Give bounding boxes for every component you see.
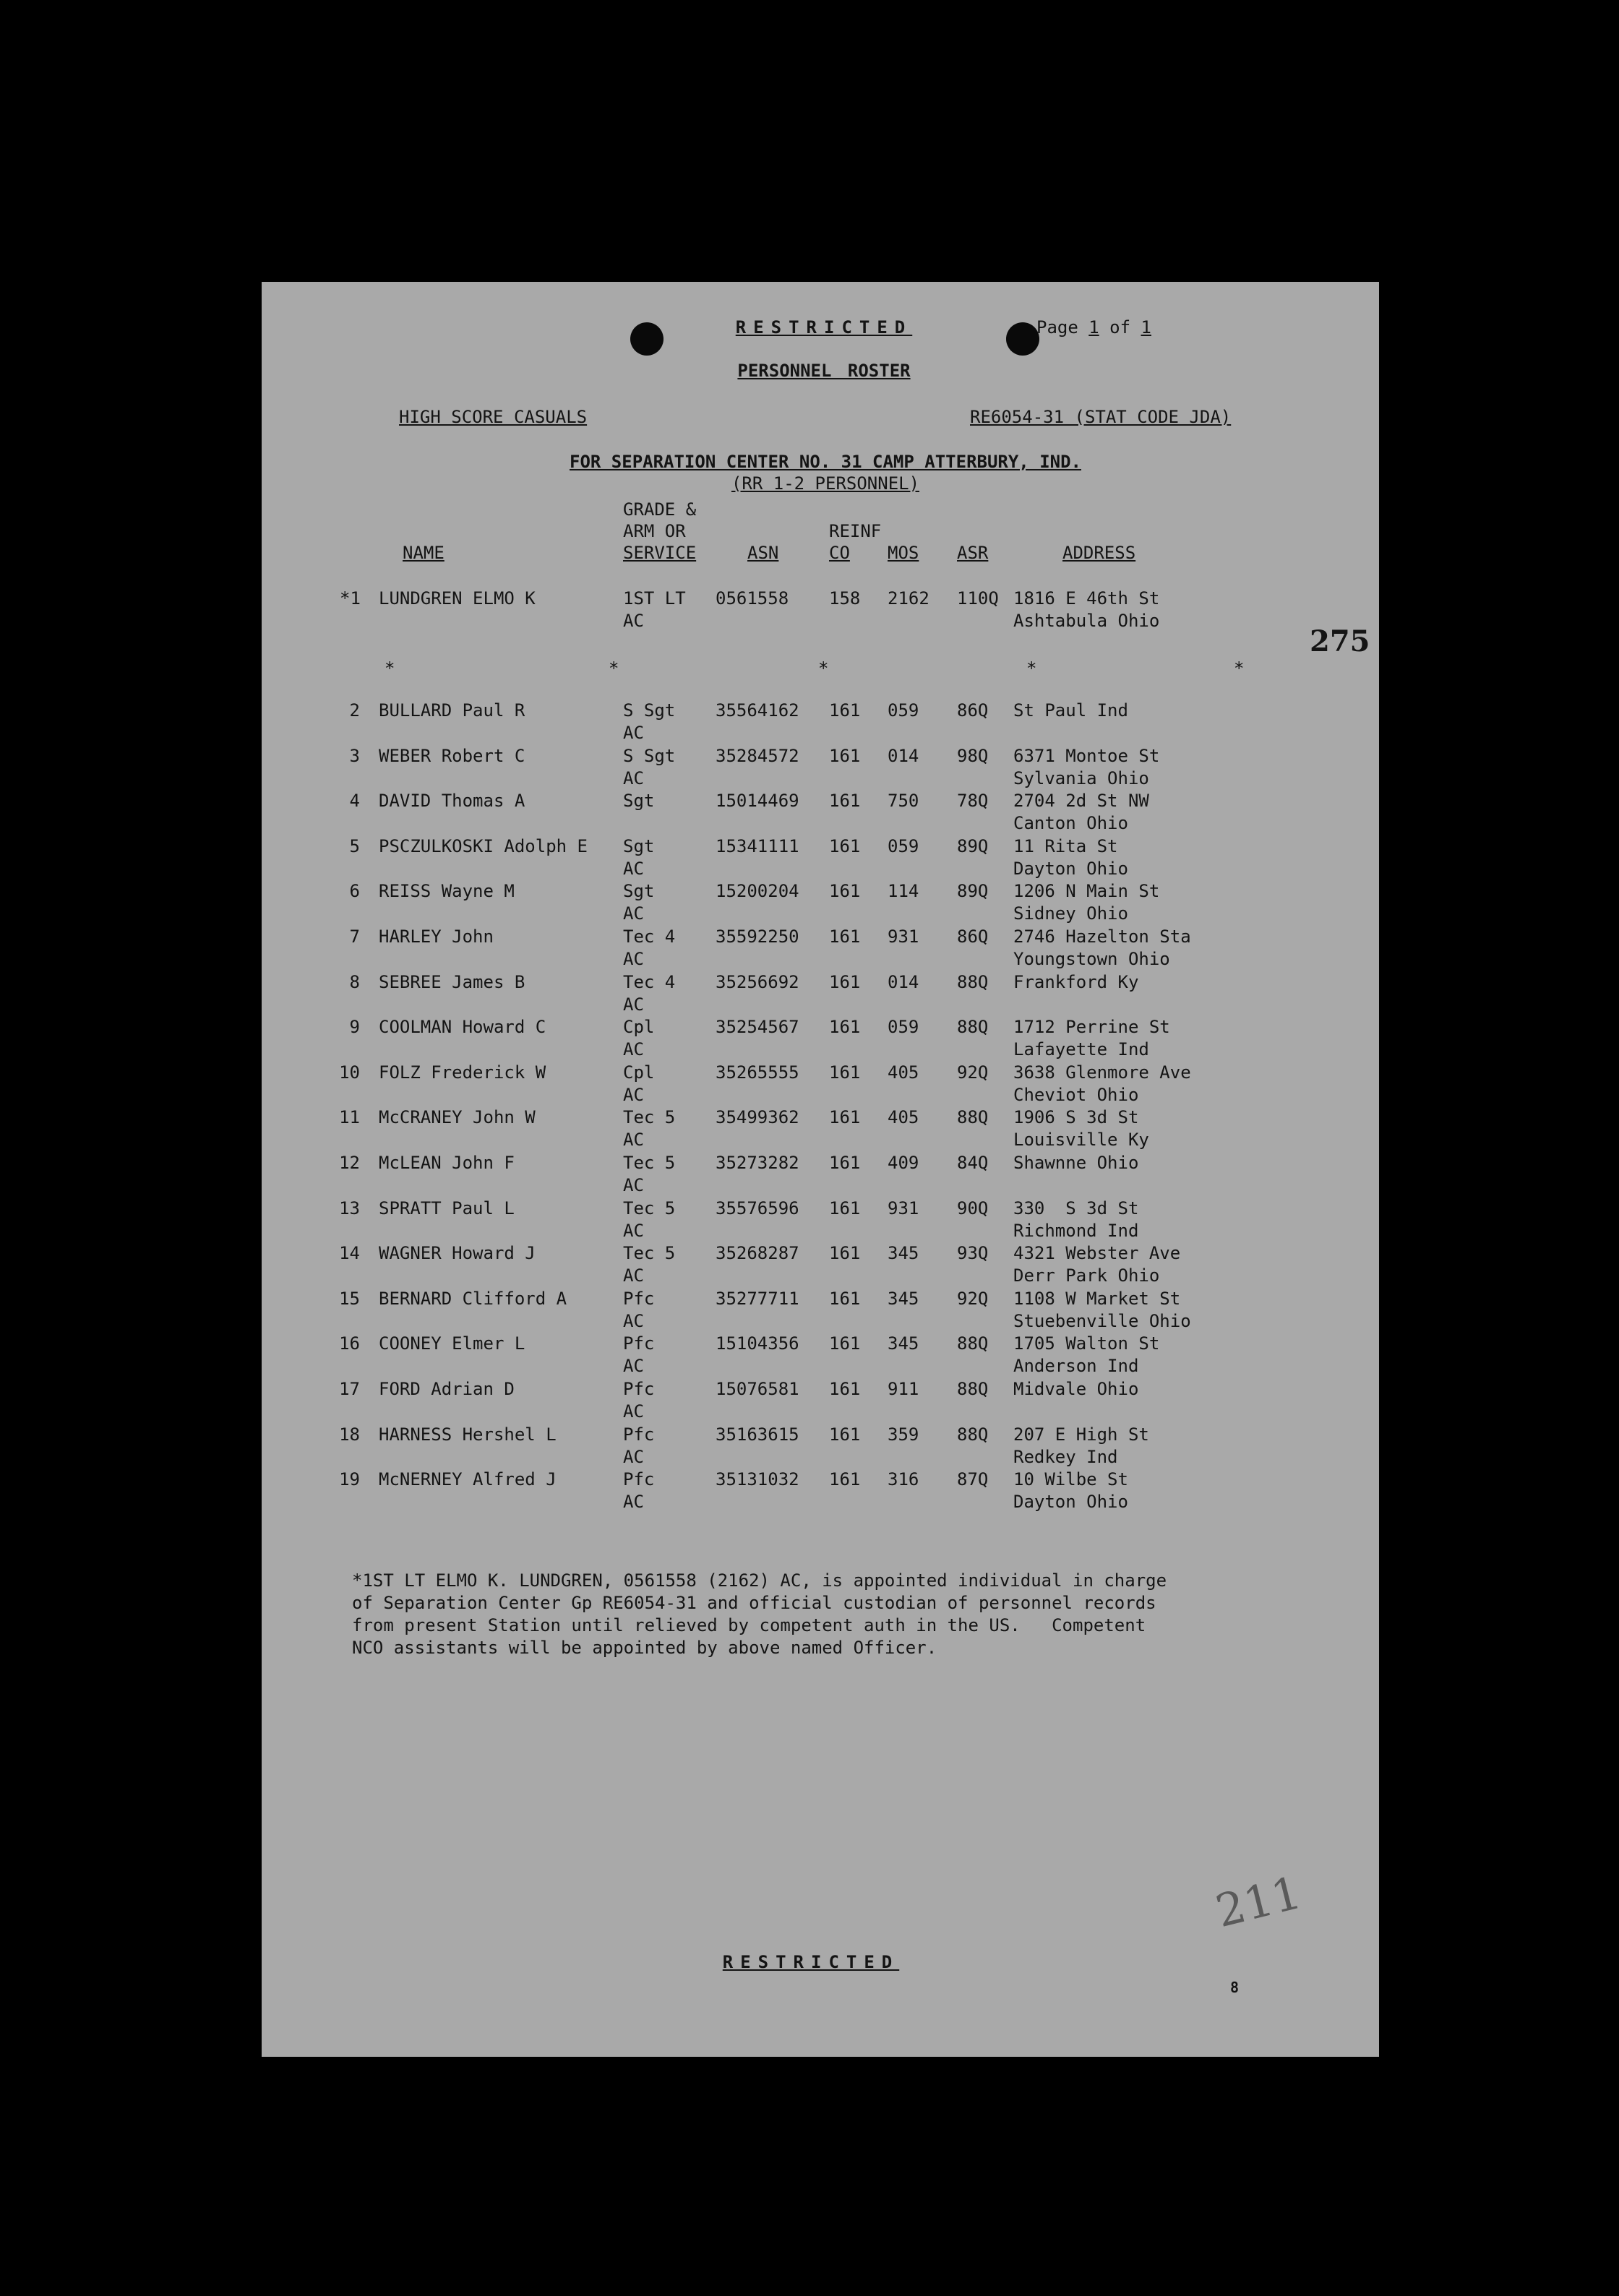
row-mos: 014 [888,745,919,766]
row-name: PSCZULKOSKI Adolph E [379,835,588,856]
row-number: 18 [339,1424,360,1445]
row-service: AC [623,903,644,924]
roster-row [262,1016,1379,1061]
row-service: AC [623,768,644,788]
row-service: AC [623,1175,644,1195]
row-address-line1: Shawnne Ohio [1013,1153,1139,1173]
group-name: HIGH SCORE CASUALS [399,407,588,427]
row-address-line1: 6371 Montoe St [1013,745,1160,766]
row-address-line1: 3638 Glenmore Ave [1013,1062,1191,1083]
row-service: AC [623,1401,644,1422]
row-grade: Pfc [623,1469,655,1490]
row-asr: 88Q [957,1107,989,1128]
row-asn: 35499362 [716,1107,799,1128]
row-service: AC [623,1084,644,1105]
row-co: 161 [829,1379,861,1399]
row-address-line1: 1108 W Market St [1013,1288,1181,1309]
row-mos: 750 [888,791,919,812]
row-name: BERNARD Clifford A [379,1288,567,1309]
row-asn: 35277711 [716,1288,799,1309]
row-address-line2: Lafayette Ind [1013,1039,1149,1060]
row-address-line1: 10 Wilbe St [1013,1469,1128,1490]
roster-row [262,1469,1379,1513]
separator-star: * [818,658,829,679]
row-asr: 92Q [957,1062,989,1083]
row-grade: Tec 5 [623,1243,676,1264]
row-co: 161 [829,1198,861,1218]
of-label: of [1109,317,1131,337]
roster-row [262,1378,1379,1423]
row-name: WEBER Robert C [379,745,525,766]
footnote-line-3: from present Station until relieved by competent auth in the US. Competent [352,1615,1146,1635]
separator-star: * [609,658,619,679]
row-co: 161 [829,700,861,721]
roster-row [262,835,1379,880]
row-asn: 35284572 [716,745,799,766]
row-asr: 88Q [957,1017,989,1038]
row-number: 3 [349,745,360,766]
roster-row [262,1198,1379,1242]
row-grade: Sgt [623,835,655,856]
row-address-line2: Dayton Ohio [1013,858,1128,879]
row-mos: 931 [888,1198,919,1218]
row-address-line1: 1206 N Main St [1013,881,1160,902]
row-mos: 405 [888,1107,919,1128]
roster-page [262,282,1379,2057]
row-address-line2: Cheviot Ohio [1013,1084,1139,1105]
row-address-line1: 2746 Hazelton Sta [1013,926,1191,947]
row-name: McNERNEY Alfred J [379,1469,557,1490]
row-asn: 35265555 [716,1062,799,1083]
row-number: 19 [339,1469,360,1490]
row-name: DAVID Thomas A [379,791,525,812]
restricted-footer: RESTRICTED [722,1952,900,1972]
row-mos: 345 [888,1243,919,1264]
row-address-line2: Stuebenville Ohio [1013,1310,1191,1331]
roster-row [262,1062,1379,1106]
row-mos: 345 [888,1333,919,1354]
page-number: 1 [1088,317,1099,337]
row-asn: 15014469 [716,791,799,812]
margin-number: 275 [1310,624,1370,658]
row-address-line1: 1816 E 46th St [1013,588,1160,609]
row-address-line1: St Paul Ind [1013,700,1128,721]
row-number: 4 [349,791,360,812]
row-number: 5 [349,835,360,856]
col-address: ADDRESS [1062,543,1136,563]
row-asn: 35254567 [716,1017,799,1038]
row-name: BULLARD Paul R [379,700,525,721]
row-asn: 15104356 [716,1333,799,1354]
row-co: 161 [829,1062,861,1083]
col-co: CO [829,543,850,563]
row-asn: 15200204 [716,881,799,902]
col-name: NAME [403,543,445,563]
row-number: 11 [339,1107,360,1128]
col-asn: ASN [747,543,779,563]
row-service: AC [623,949,644,969]
row-service: AC [623,1039,644,1060]
row-address-line1: 1906 S 3d St [1013,1107,1139,1128]
row-number: 7 [349,926,360,947]
row-address-line2: Sidney Ohio [1013,903,1128,924]
row-name: FOLZ Frederick W [379,1062,546,1083]
row-co: 161 [829,881,861,902]
row-address-line2: Canton Ohio [1013,813,1128,834]
roster-row [262,880,1379,925]
row-grade: Pfc [623,1424,655,1445]
row-co: 161 [829,835,861,856]
row-co: 161 [829,1153,861,1173]
row-grade: Tec 4 [623,926,676,947]
punch-hole-left [630,322,664,356]
row-asn: 35268287 [716,1243,799,1264]
roster-row [262,1424,1379,1469]
row-service: AC [623,1310,644,1331]
row-address-line1: 2704 2d St NW [1013,791,1149,812]
row-name: SPRATT Paul L [379,1198,515,1218]
roster-row [262,971,1379,1016]
row-asr: 78Q [957,791,989,812]
row-service: AC [623,1446,644,1467]
row-asr: 92Q [957,1288,989,1309]
row-co: 161 [829,1333,861,1354]
row-asr: 88Q [957,1333,989,1354]
row-address-line1: 1712 Perrine St [1013,1017,1170,1038]
row-grade: S Sgt [623,700,676,721]
row-mos: 931 [888,926,919,947]
separator-star: * [385,658,395,679]
row-address-line2: Richmond Ind [1013,1220,1139,1241]
separator-star: * [1026,658,1037,679]
corner-mark: 8 [1230,1979,1240,1996]
row-address-line2: Redkey Ind [1013,1446,1118,1467]
separator-star: * [1234,658,1245,679]
row-address-line2: Ashtabula Ohio [1013,611,1160,631]
row-number: *1 [340,588,361,609]
row-number: 16 [339,1333,360,1354]
destination-sub: (RR 1-2 PERSONNEL) [731,473,920,494]
row-grade: Pfc [623,1288,655,1309]
col-mos: MOS [888,543,919,563]
row-address-line1: 4321 Webster Ave [1013,1243,1181,1264]
row-address-line1: Midvale Ohio [1013,1379,1139,1399]
col-asr: ASR [957,543,989,563]
row-asn: 35163615 [716,1424,799,1445]
row-co: 161 [829,1243,861,1264]
row-grade: Sgt [623,881,655,902]
row-number: 10 [339,1062,360,1083]
row-service: AC [623,858,644,879]
row-asr: 90Q [957,1198,989,1218]
roster-title: PERSONNEL ROSTER [737,361,911,381]
row-asn: 35256692 [716,971,799,992]
row-co: 161 [829,791,861,812]
row-mos: 059 [888,700,919,721]
row-address-line1: 330 S 3d St [1013,1198,1139,1218]
page-total: 1 [1141,317,1151,337]
row-grade: Sgt [623,791,655,812]
page-indicator [1036,317,1151,338]
row-co: 161 [829,1107,861,1128]
row-name: McCRANEY John W [379,1107,536,1128]
row-service: AC [623,611,644,631]
row-co: 161 [829,1017,861,1038]
row-name: LUNDGREN ELMO K [379,588,536,609]
row-mos: 409 [888,1153,919,1173]
col-grade-line1: GRADE & [623,499,697,520]
footnote-line-4: NCO assistants will be appointed by above named Officer. [352,1638,937,1658]
footnote-line-1: *1ST LT ELMO K. LUNDGREN, 0561558 (2162) AC, is appointed individual in charge [352,1570,1167,1591]
row-asr: 86Q [957,700,989,721]
row-grade: Cpl [623,1062,655,1083]
row-name: WAGNER Howard J [379,1243,536,1264]
row-service: AC [623,1265,644,1286]
row-number: 9 [349,1017,360,1038]
row-asr: 89Q [957,881,989,902]
row-asn: 0561558 [716,588,789,609]
row-mos: 059 [888,1017,919,1038]
col-grade-line3: SERVICE [623,543,697,563]
row-asn: 35564162 [716,700,799,721]
roster-row [262,1152,1379,1197]
row-number: 6 [349,881,360,902]
row-mos: 359 [888,1424,919,1445]
row-name: HARNESS Hershel L [379,1424,557,1445]
row-number: 12 [339,1153,360,1173]
row-co: 161 [829,1288,861,1309]
row-asr: 86Q [957,926,989,947]
shipment-code: RE6054-31 (STAT CODE JDA) [970,407,1232,427]
row-grade: Tec 5 [623,1198,676,1218]
row-number: 17 [339,1379,360,1399]
col-grade-line2: ARM OR [623,521,686,541]
page-label: Page [1036,317,1078,337]
row-address-line1: 11 Rita St [1013,835,1118,856]
row-service: AC [623,1220,644,1241]
row-asr: 88Q [957,971,989,992]
row-mos: 2162 [888,588,929,609]
row-asn: 35273282 [716,1153,799,1173]
row-asr: 89Q [957,835,989,856]
roster-row [262,926,1379,971]
row-mos: 014 [888,971,919,992]
row-grade: Pfc [623,1333,655,1354]
officer-row [262,588,1379,632]
col-reinf: REINF [829,521,882,541]
row-name: COOLMAN Howard C [379,1017,546,1038]
roster-row [262,1333,1379,1377]
row-number: 2 [349,700,360,721]
row-service: AC [623,1356,644,1377]
row-asr: 98Q [957,745,989,766]
row-name: SEBREE James B [379,971,525,992]
row-asn: 35576596 [716,1198,799,1218]
row-service: AC [623,1130,644,1151]
row-address-line2: Louisville Ky [1013,1130,1149,1151]
row-asr: 93Q [957,1243,989,1264]
row-name: HARLEY John [379,926,494,947]
row-name: COONEY Elmer L [379,1333,525,1354]
row-asr: 88Q [957,1379,989,1399]
row-grade: 1ST LT [623,588,686,609]
row-mos: 911 [888,1379,919,1399]
row-name: REISS Wayne M [379,881,515,902]
restricted-header: RESTRICTED [735,317,913,337]
row-grade: Tec 5 [623,1107,676,1128]
roster-row [262,1288,1379,1333]
row-grade: Tec 5 [623,1153,676,1173]
row-asn: 35131032 [716,1469,799,1490]
row-grade: Cpl [623,1017,655,1038]
row-address-line2: Sylvania Ohio [1013,768,1149,788]
row-co: 161 [829,1424,861,1445]
row-grade: Pfc [623,1379,655,1399]
row-mos: 059 [888,835,919,856]
row-asn: 35592250 [716,926,799,947]
row-address-line1: 1705 Walton St [1013,1333,1160,1354]
row-address-line2: Youngstown Ohio [1013,949,1170,969]
roster-row [262,1242,1379,1287]
row-co: 161 [829,1469,861,1490]
row-asr: 88Q [957,1424,989,1445]
row-co: 161 [829,745,861,766]
row-asn: 15076581 [716,1379,799,1399]
punch-hole-right [1006,322,1039,356]
row-mos: 345 [888,1288,919,1309]
row-asr: 87Q [957,1469,989,1490]
row-address-line2: Anderson Ind [1013,1356,1139,1377]
row-number: 13 [339,1198,360,1218]
row-address-line2: Dayton Ohio [1013,1492,1128,1513]
row-name: McLEAN John F [379,1153,515,1173]
row-service: AC [623,723,644,743]
row-address-line2: Derr Park Ohio [1013,1265,1160,1286]
row-mos: 316 [888,1469,919,1490]
row-asr: 110Q [957,588,999,609]
row-number: 15 [339,1288,360,1309]
roster-row [262,700,1379,744]
row-address-line1: Frankford Ky [1013,971,1139,992]
footnote-line-2: of Separation Center Gp RE6054-31 and official custodian of personnel records [352,1593,1156,1613]
roster-row [262,790,1379,835]
row-co: 161 [829,971,861,992]
row-service: AC [623,994,644,1015]
row-co: 161 [829,926,861,947]
handwritten-number: 211 [1210,1865,1307,1938]
roster-row [262,745,1379,790]
row-co: 158 [829,588,861,609]
row-address-line1: 207 E High St [1013,1424,1149,1445]
row-name: FORD Adrian D [379,1379,515,1399]
row-mos: 114 [888,881,919,902]
row-mos: 405 [888,1062,919,1083]
row-number: 14 [339,1243,360,1264]
row-service: AC [623,1492,644,1513]
destination: FOR SEPARATION CENTER NO. 31 CAMP ATTERBURY, IND. [569,452,1082,472]
row-asr: 84Q [957,1153,989,1173]
row-number: 8 [349,971,360,992]
row-grade: Tec 4 [623,971,676,992]
roster-row [262,1106,1379,1151]
row-asn: 15341111 [716,835,799,856]
row-grade: S Sgt [623,745,676,766]
